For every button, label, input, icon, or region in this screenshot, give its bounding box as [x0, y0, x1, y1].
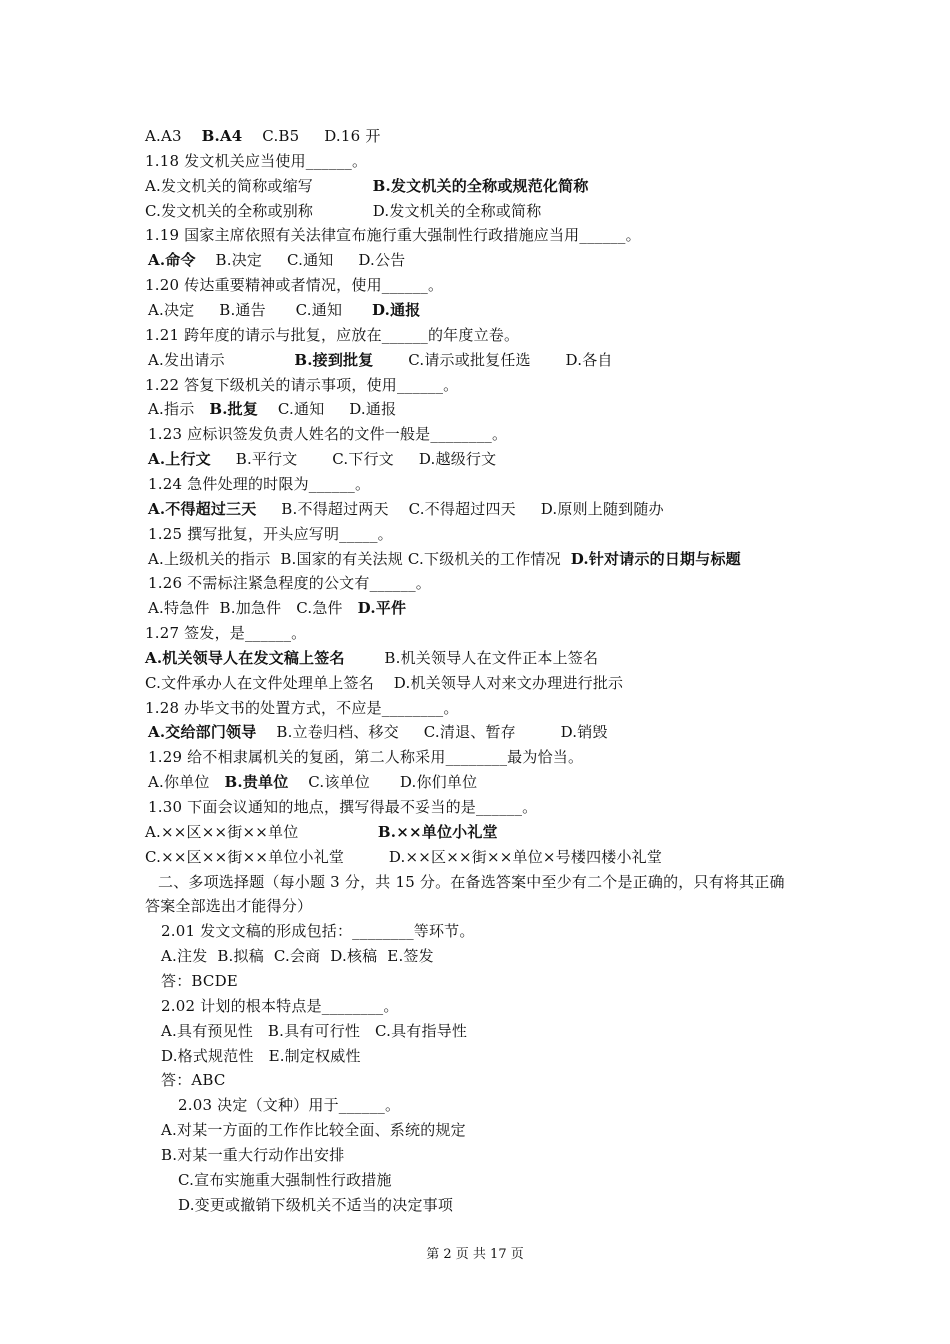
- text-segment: 答：ABC: [161, 1071, 226, 1090]
- text-line: [145, 847, 662, 867]
- text-segment: 1.28 办毕文书的处置方式，不应是________。: [145, 698, 459, 717]
- text-line: [148, 350, 613, 370]
- text-line: [145, 896, 312, 916]
- text-line: [148, 797, 537, 817]
- text-segment: 1.20 传达重要精神或者情况，使用______。: [145, 276, 444, 295]
- text-segment: 2.02 计划的根本特点是________。: [161, 996, 399, 1015]
- text-line: [145, 822, 498, 842]
- page-footer: 第 2 页 共 17 页: [426, 1247, 524, 1262]
- text-segment: 1.23 应标识签发负责人姓名的文件一般是________。: [148, 425, 508, 444]
- text-line: [161, 996, 399, 1016]
- text-line: [161, 946, 434, 966]
- text-line: [145, 673, 623, 693]
- text-segment: 1.24 急件处理的时限为______。: [148, 474, 371, 493]
- text-segment: 1.26 不需标注紧急程度的公文有______。: [148, 574, 431, 593]
- bold-answer: B.批复: [209, 400, 259, 419]
- text-line: [178, 1095, 400, 1115]
- text-line: [145, 375, 458, 395]
- bold-answer: B.A4: [201, 127, 243, 145]
- text-segment: C.B5 D.16 开: [242, 127, 381, 145]
- text-segment: A.决定 B.通告 C.通知: [148, 301, 372, 319]
- text-segment: A.特急件 B.加急件 C.急件: [148, 599, 358, 618]
- text-line: [145, 176, 589, 196]
- text-segment: A.注发 B.拟稿 C.会商 D.核稿 E.签发: [161, 947, 434, 966]
- bold-answer: B.贵单位: [224, 773, 289, 792]
- text-line: [148, 499, 664, 519]
- text-segment: 答：BCDE: [161, 971, 238, 990]
- text-segment: D.变更或撤销下级机关不适当的决定事项: [178, 1195, 454, 1214]
- text-segment: A.上级机关的指示 B.国家的有关法规 C.下级机关的工作情况: [148, 549, 571, 568]
- text-line: [161, 1046, 361, 1066]
- text-line: [145, 275, 443, 295]
- text-line: [161, 1021, 467, 1041]
- text-line: [148, 250, 405, 270]
- text-segment: A.指示: [148, 400, 210, 419]
- text-segment: 1.21 跨年度的请示与批复，应放在______的年度立卷。: [145, 325, 520, 344]
- text-line: [178, 1170, 392, 1190]
- text-line: [158, 872, 785, 892]
- bold-answer: D.通报: [371, 301, 421, 319]
- text-line: [148, 598, 406, 618]
- text-line: [148, 474, 370, 494]
- text-segment: A.具有预见性 B.具有可行性 C.具有指导性: [161, 1021, 468, 1040]
- text-line: [178, 1195, 453, 1215]
- text-line: [148, 399, 396, 419]
- bold-answer: A.上行文: [148, 450, 211, 469]
- bold-answer: B.××单位小礼堂: [377, 822, 498, 841]
- text-segment: C.请示或批复任选 D.各自: [373, 350, 613, 369]
- text-segment: 1.22 答复下级机关的请示事项，使用______。: [145, 375, 459, 394]
- text-line: [148, 449, 496, 469]
- text-segment: 1.18 发文机关应当使用______。: [145, 151, 368, 170]
- text-segment: C.通知 D.通报: [258, 400, 397, 419]
- text-line: [161, 1070, 226, 1090]
- text-line: [148, 772, 477, 792]
- text-segment: A.对某一方面的工作作比较全面、系统的规定: [161, 1121, 466, 1139]
- bold-answer: A.不得超过三天: [148, 499, 257, 518]
- text-line: [145, 201, 541, 221]
- text-line: [161, 1120, 466, 1140]
- text-segment: 二、多项选择题（每小题 3 分，共 15 分。在备选答案中至少有二个是正确的，只有将其正确: [158, 872, 785, 891]
- text-line: [145, 325, 519, 345]
- text-segment: C.发文机关的全称或别称 D.发文机关的全称或简称: [145, 201, 542, 220]
- bold-answer: D.平件: [357, 599, 407, 618]
- text-line: [145, 225, 641, 245]
- text-segment: 2.01 发文文稿的形成包括：________等环节。: [161, 922, 475, 941]
- text-line: [161, 921, 475, 941]
- text-line: [148, 424, 507, 444]
- text-segment: 1.25 撰写批复，开头应写明_____。: [148, 524, 393, 543]
- text-segment: B.机关领导人在文件正本上签名: [344, 648, 599, 667]
- text-segment: 1.30 下面会议通知的地点，撰写得最不妥当的是______。: [148, 798, 538, 816]
- text-line: [148, 549, 741, 569]
- bold-answer: A.交给部门领导: [148, 723, 257, 742]
- text-segment: D.格式规范性 E.制定权威性: [161, 1046, 361, 1065]
- text-segment: A.发出请示: [148, 350, 295, 369]
- bold-answer: A.机关领导人在发文稿上签名: [145, 648, 345, 667]
- text-segment: A.你单位: [148, 773, 225, 792]
- text-segment: 答案全部选出才能得分）: [145, 897, 313, 916]
- bold-answer: B.发文机关的全称或规范化简称: [372, 176, 589, 195]
- text-segment: A.A3: [145, 127, 202, 145]
- text-line: [145, 126, 381, 146]
- text-line: [148, 722, 608, 742]
- text-segment: B.立卷归档、移交 C.清退、暂存 D.销毁: [256, 723, 608, 742]
- text-segment: 1.27 签发，是______。: [145, 624, 307, 642]
- text-line: [148, 747, 583, 767]
- text-line: [145, 623, 306, 643]
- bold-answer: A.命令: [148, 251, 196, 270]
- text-segment: A.发文机关的简称或缩写: [145, 176, 373, 195]
- text-line: [145, 698, 459, 718]
- text-segment: C.该单位 D.你们单位: [288, 773, 478, 792]
- text-segment: C.宣布实施重大强制性行政措施: [178, 1170, 392, 1189]
- text-segment: C.××区××街××单位小礼堂 D.××区××街××单位×号楼四楼小礼堂: [145, 847, 663, 866]
- text-segment: B.平行文 C.下行文 D.越级行文: [210, 450, 497, 469]
- text-line: [161, 971, 238, 991]
- text-line: [148, 300, 420, 320]
- bold-answer: D.针对请示的日期与标题: [570, 549, 741, 568]
- text-line: [161, 1145, 344, 1165]
- text-segment: B.决定 C.通知 D.公告: [195, 251, 406, 270]
- text-segment: 1.29 给不相隶属机关的复函，第二人称采用________最为恰当。: [148, 748, 584, 767]
- text-segment: A.××区××街××单位: [145, 822, 378, 841]
- bold-answer: B.接到批复: [294, 350, 374, 369]
- text-line: [145, 648, 598, 668]
- text-line: [148, 573, 431, 593]
- text-segment: B.对某一重大行动作出安排: [161, 1145, 345, 1164]
- text-segment: C.文件承办人在文件处理单上签名 D.机关领导人对来文办理进行批示: [145, 673, 624, 692]
- text-line: [148, 524, 393, 544]
- text-segment: 1.19 国家主席依照有关法律宣布施行重大强制性行政措施应当用______。: [145, 226, 641, 245]
- text-line: [145, 151, 367, 171]
- text-segment: B.不得超过两天 C.不得超过四天 D.原则上随到随办: [256, 499, 664, 518]
- text-segment: 2.03 决定（文种）用于______。: [178, 1096, 401, 1115]
